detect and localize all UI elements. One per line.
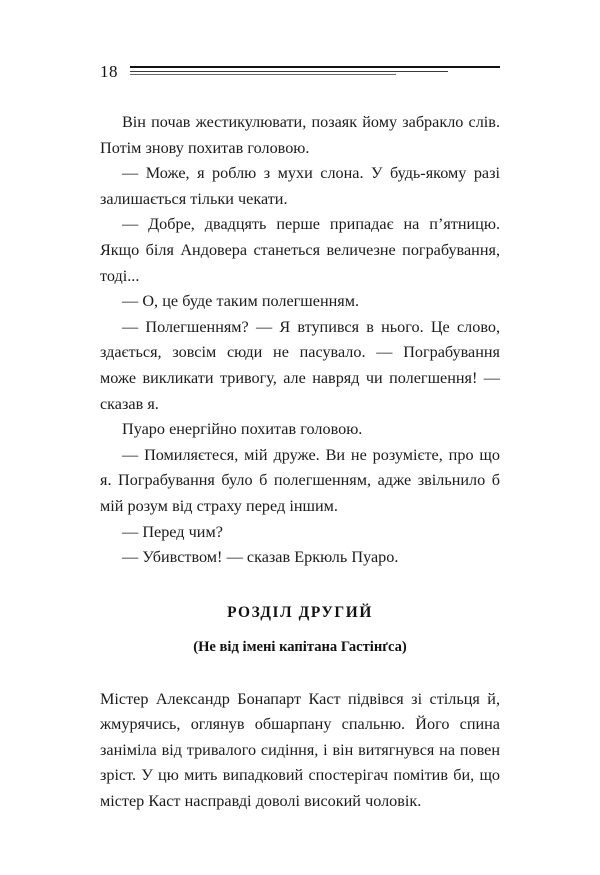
body-paragraph: — Перед чим? <box>122 522 223 541</box>
chapter-subtitle: (Не від імені капітана Гастінґса) <box>193 638 407 655</box>
body-paragraph: Пуаро енергійно похитав головою. <box>122 420 363 439</box>
chapter-opening-block <box>100 687 500 815</box>
header-rule-light <box>130 74 396 75</box>
header-rule-medium <box>130 71 448 72</box>
body-paragraph: — Може, я роблю з мухи слона. У будь-якому разі залишається тільки чекати. <box>100 164 500 208</box>
body-paragraph: — Добре, двадцять перше припадає на п’ятницю. Якщо біля Андовера станеться величезне пограбування, тоді... <box>100 215 500 285</box>
chapter-opening-paragraph: Містер Александр Бонапарт Каст підвівся зі стільця й, жмурячись, оглянув обшарпану спальню. Його спина заніміла від тривалого сидіння, і він витягнувся на повен зріст. У цю мить випадковий спостерігач помітив би, що містер Каст насправді доволі високий чоловік. <box>100 689 500 811</box>
header-rule-heavy <box>130 66 500 68</box>
body-paragraph: — О, це буде таким полегшенням. <box>122 292 360 311</box>
body-paragraph: — Помиляєтеся, мій друже. Ви не розумієте, про що я. Пограбування було б полегшенням, адже звільнило б мій розум від страху перед іншим. <box>100 445 500 515</box>
text-block <box>100 110 500 815</box>
chapter-title: РОЗДІЛ ДРУГИЙ <box>227 603 373 621</box>
header-rule-group <box>130 64 500 78</box>
body-paragraph: Він почав жестикулювати, позаяк йому забракло слів. Потім знову похитав головою. <box>100 113 500 157</box>
running-head <box>100 56 500 86</box>
body-paragraph: — Убивством! — сказав Еркюль Пуаро. <box>122 548 399 567</box>
body-paragraph: — Полегшенням? — Я втупився в нього. Це слово, здається, зовсім сюди не пасувало. — Пограбування може викликати тривогу, але навряд чи полегшення! — сказав я. <box>100 317 500 413</box>
page-number: 18 <box>100 61 118 81</box>
chapter-heading-group <box>100 602 500 658</box>
